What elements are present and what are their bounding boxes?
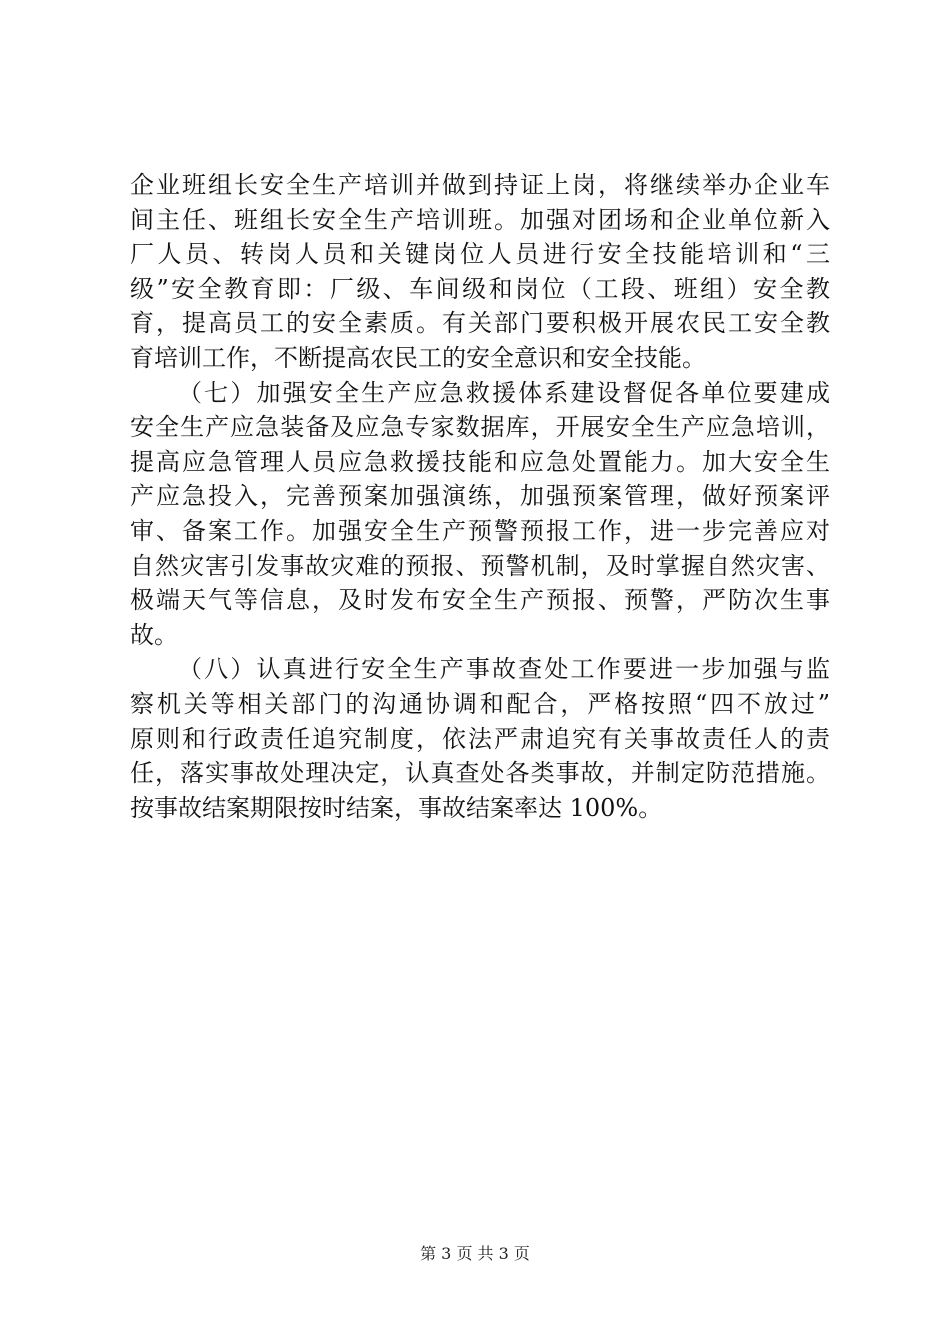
text-line: 安全生产应急装备及应急专家数据库，开展安全生产应急培训， <box>130 413 830 442</box>
text-line: 提高应急管理人员应急救援技能和应急处置能力。加大安全生 <box>130 447 830 476</box>
text-line: 故。 <box>130 620 178 649</box>
text-line: 按事故结案期限按时结案，事故结案率达 100%。 <box>130 793 663 822</box>
document-body <box>130 168 830 825</box>
text-line: 厂人员、转岗人员和关键岗位人员进行安全技能培训和“三 <box>130 240 830 269</box>
text-line: 企业班组长安全生产培训并做到持证上岗，将继续举办企业车 <box>130 171 830 199</box>
text-line: 自然灾害引发事故灾难的预报、预警机制，及时掌握自然灾害、 <box>130 551 830 580</box>
text-line: 育，提高员工的安全素质。有关部门要积极开展农民工安全教 <box>130 309 830 338</box>
text-line: 任，落实事故处理决定，认真查处各类事故，并制定防范措施。 <box>130 759 830 788</box>
text-line: 原则和行政责任追究制度，依法严肃追究有关事故责任人的责 <box>130 724 830 753</box>
text-line: 极端天气等信息，及时发布安全生产预报、预警，严防次生事 <box>130 586 830 615</box>
text-line: 间主任、班组长安全生产培训班。加强对团场和企业单位新入 <box>130 205 830 234</box>
text-line: 级”安全教育即：厂级、车间级和岗位（工段、班组）安全教 <box>130 274 830 303</box>
text-line: 产应急投入，完善预案加强演练，加强预案管理，做好预案评 <box>130 482 830 511</box>
text-line: 审、备案工作。加强安全生产预警预报工作，进一步完善应对 <box>130 516 830 545</box>
text-line: 察机关等相关部门的沟通协调和配合，严格按照“四不放过” <box>130 689 830 718</box>
text-line: （七）加强安全生产应急救援体系建设督促各单位要建成 <box>178 378 830 407</box>
text-line: 育培训工作，不断提高农民工的安全意识和安全技能。 <box>130 343 706 372</box>
page-footer: 第 3 页 共 3 页 <box>420 1244 530 1263</box>
text-line: （八）认真进行安全生产事故查处工作要进一步加强与监 <box>178 655 830 684</box>
